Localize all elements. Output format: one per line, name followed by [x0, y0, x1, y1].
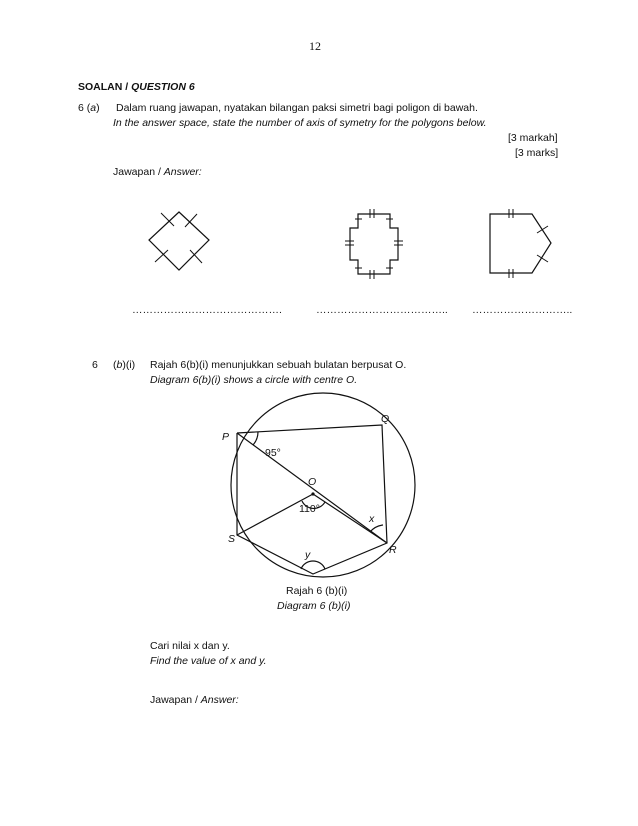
- section-title-malay: SOALAN /: [78, 81, 132, 93]
- label-r: R: [389, 544, 397, 556]
- marks-english: [3 marks]: [515, 147, 559, 159]
- part-b-malay: Rajah 6(b)(i) menunjukkan sebuah bulatan berpusat O.: [150, 359, 407, 371]
- pentagon-outline: [237, 425, 387, 574]
- arc-angle-y: [301, 561, 325, 569]
- label-x: x: [369, 513, 375, 525]
- label-angle-110: 110°: [299, 503, 320, 515]
- polygon-pentagon: [490, 214, 551, 273]
- arc-angle-p: [253, 432, 258, 445]
- label-o: O: [308, 476, 317, 488]
- radius-or: [313, 494, 387, 543]
- instruction-malay: Cari nilai x dan y.: [150, 640, 230, 652]
- polygon-square: [149, 212, 209, 270]
- label-p: P: [222, 431, 230, 443]
- answer-blank-2[interactable]: ………………………………..: [316, 304, 448, 316]
- part-a-number: 6 (a): [78, 102, 100, 114]
- arc-angle-x: [370, 525, 383, 532]
- answer-label-a: Jawapan / Answer:: [113, 166, 202, 178]
- marks-malay: [3 markah]: [508, 132, 558, 144]
- answer-blank-3[interactable]: ………………………..: [472, 304, 573, 316]
- part-a-english: In the answer space, state the number of axis of symetry for the polygons below.: [113, 117, 487, 129]
- label-y: y: [305, 549, 311, 561]
- label-s: S: [228, 533, 236, 545]
- part-b-english: Diagram 6(b)(i) shows a circle with centre O.: [150, 374, 358, 386]
- polygon-cross: [350, 214, 398, 274]
- caption-english: Diagram 6 (b)(i): [277, 600, 351, 612]
- answer-label-b: Jawapan / Answer:: [150, 694, 239, 706]
- caption-malay: Rajah 6 (b)(i): [286, 585, 348, 597]
- section-title: [78, 81, 195, 94]
- part-b-label: (b)(i): [113, 359, 136, 371]
- instruction-english: Find the value of x and y.: [150, 655, 267, 667]
- label-q: Q: [381, 413, 390, 425]
- part-a-malay: Dalam ruang jawapan, nyatakan bilangan paksi simetri bagi poligon di bawah.: [116, 102, 478, 114]
- answer-blank-1[interactable]: …………………………………….: [132, 304, 282, 316]
- centre-dot: [311, 492, 314, 495]
- label-angle-95: 95°: [265, 447, 281, 459]
- section-title-english: QUESTION 6: [131, 81, 195, 93]
- part-b-number: 6: [92, 359, 98, 371]
- page-number: 12: [309, 39, 321, 53]
